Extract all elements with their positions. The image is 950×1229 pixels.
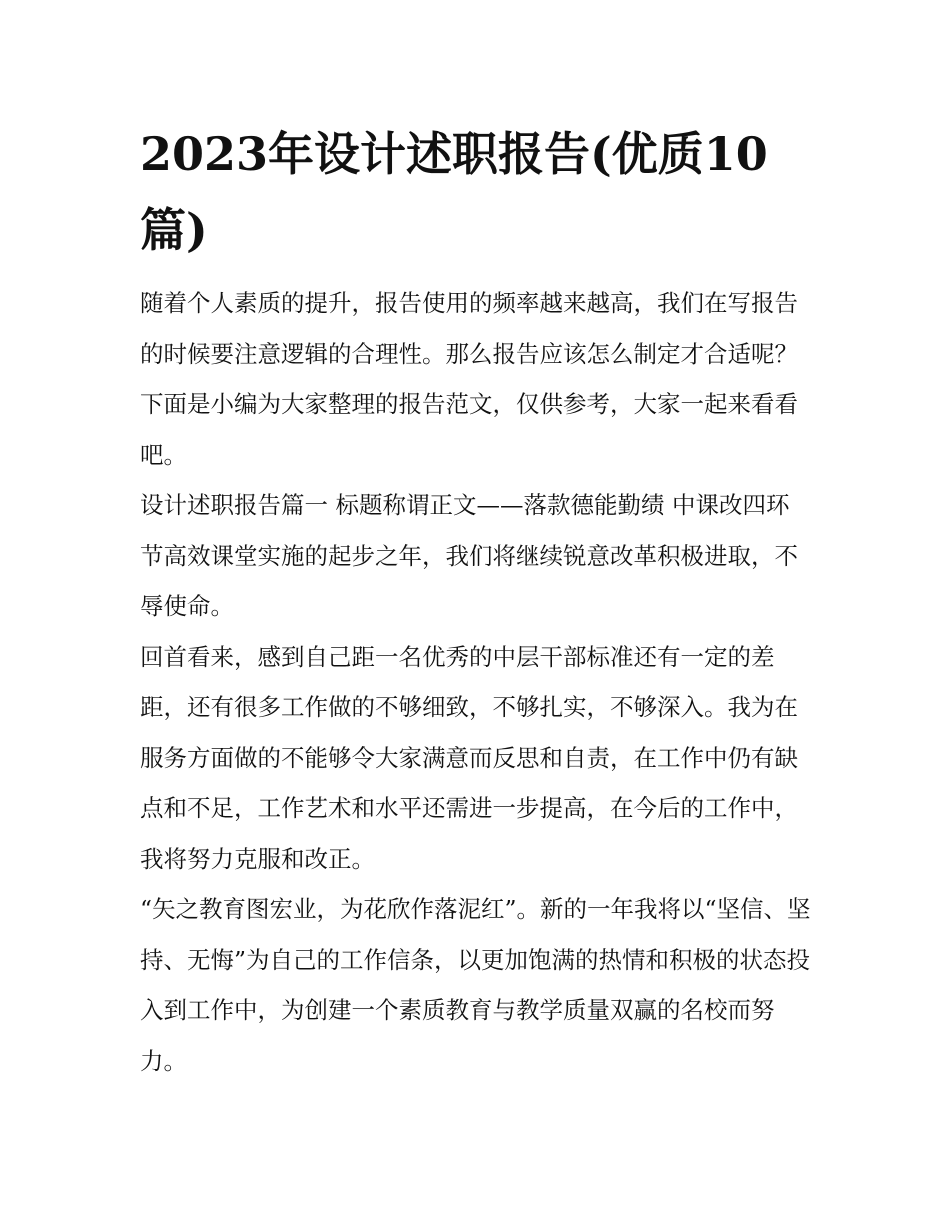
- paragraph-section-one: 设计述职报告篇一 标题称谓正文——落款德能勤绩 中课改四环节高效课堂实施的起步之年，我们将继续锐意改革积极进取，不辱使命。: [140, 491, 798, 620]
- document-body: [140, 116, 812, 1086]
- paragraph-outlook: “矢之教育图宏业，为花欣作落泥红”。新的一年我将以“坚信、坚持、无悔”为自己的工作信条，以更加饱满的热情和积极的状态投入到工作中，为创建一个素质教育与教学质量双赢的名校而努力。: [140, 895, 811, 1075]
- document-title: 2023年设计述职报告(优质10篇): [140, 127, 768, 257]
- paragraph-intro: 随着个人素质的提升，报告使用的频率越来越高，我们在写报告的时候要注意逻辑的合理性。那么报告应该怎么制定才合适呢？下面是小编为大家整理的报告范文，仅供参考，大家一起来看看吧。: [140, 289, 798, 469]
- paragraph-reflection: 回首看来，感到自己距一名优秀的中层干部标准还有一定的差距，还有很多工作做的不够细致，不够扎实，不够深入。我为在服务方面做的不能够令大家满意而反思和自责，在工作中仍有缺点和不足，工作艺术和水平还需进一步提高，在今后的工作中，我将努力克服和改正。: [140, 642, 798, 873]
